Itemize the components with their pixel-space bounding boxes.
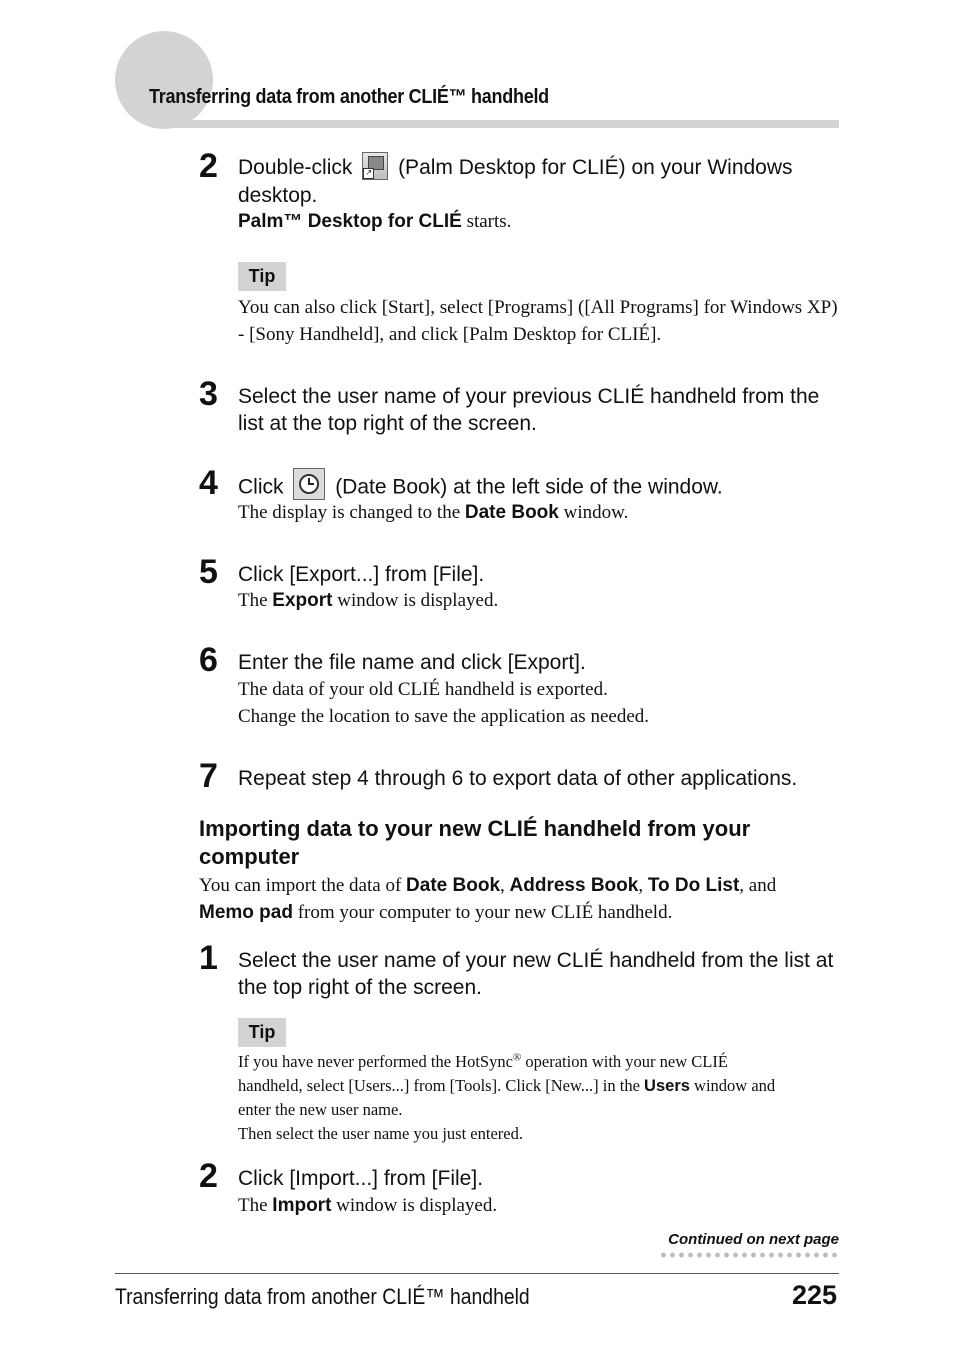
step-text: (Palm Desktop for CLIÉ) on your Windows desktop. xyxy=(238,156,793,208)
result-text: The display is changed to the xyxy=(238,502,465,523)
result-text: window. xyxy=(558,502,629,523)
intro-text: from your computer to your new CLIÉ handheld. xyxy=(292,902,673,923)
continued-note: Continued on next page xyxy=(668,1231,839,1248)
palm-desktop-icon: ↗ xyxy=(362,152,388,180)
tip-line: handheld, select [Users...] from [Tools]. Click [New...] in the xyxy=(238,1076,645,1095)
bold-term: Date Book xyxy=(406,875,501,896)
step-instruction: Click [Import...] from [File]. xyxy=(238,1167,484,1190)
tip-label: Tip xyxy=(238,1018,286,1047)
bold-term: Date Book xyxy=(464,502,559,523)
separator: , xyxy=(638,875,648,896)
tip-line: Then select the user name you just entered. xyxy=(238,1124,523,1143)
tip-line: operation with your new CLIÉ xyxy=(521,1052,728,1071)
tip-line: If you have never performed the HotSync xyxy=(238,1052,513,1071)
bold-term: Export xyxy=(272,590,333,611)
separator: , xyxy=(500,875,510,896)
step-text: Double-click xyxy=(238,156,353,179)
step-number: 4 xyxy=(199,464,218,502)
result-text: The xyxy=(238,1195,273,1216)
tip-text xyxy=(238,1050,838,1146)
result-text: starts. xyxy=(461,211,512,232)
result-text: window is displayed. xyxy=(332,590,499,611)
step-number: 5 xyxy=(199,553,218,591)
section-heading: Importing data to your new CLIÉ handheld from your computer xyxy=(199,816,751,869)
result-text: The xyxy=(238,590,273,611)
date-book-icon xyxy=(293,468,325,500)
step-number: 2 xyxy=(199,147,218,185)
bold-term: Address Book xyxy=(509,875,639,896)
bold-term: To Do List xyxy=(647,875,740,896)
step-number: 3 xyxy=(199,375,218,413)
tip-label: Tip xyxy=(238,262,286,291)
footer-rule xyxy=(115,1273,839,1274)
step-result: Change the location to save the application as needed. xyxy=(238,706,649,727)
step-instruction: Select the user name of your previous CLIÉ handheld from the list at the top right of the screen. xyxy=(238,385,820,435)
step-number: 1 xyxy=(199,939,218,977)
bold-term: Import xyxy=(272,1195,332,1216)
result-text: window is displayed. xyxy=(331,1195,498,1216)
step-instruction: Select the user name of your new CLIÉ handheld from the list at the top right of the screen. xyxy=(238,949,834,999)
step-instruction: Click [Export...] from [File]. xyxy=(238,563,485,586)
separator: , and xyxy=(739,875,777,896)
bold-term: Users xyxy=(644,1077,690,1095)
step-text: Click xyxy=(238,475,284,499)
step-text: (Date Book) at the left side of the window. xyxy=(335,475,723,499)
page-header-title: Transferring data from another CLIÉ™ handheld xyxy=(149,86,549,108)
tip-line: enter the new user name. xyxy=(238,1100,403,1119)
bold-term: Memo pad xyxy=(199,902,293,923)
step-result xyxy=(238,208,838,235)
step-number: 2 xyxy=(199,1157,218,1195)
bold-term: Palm™ Desktop for CLIÉ xyxy=(238,211,462,232)
footer-title: Transferring data from another CLIÉ™ handheld xyxy=(115,1284,530,1309)
dotted-divider xyxy=(659,1252,839,1258)
step-instruction: Enter the file name and click [Export]. xyxy=(238,651,586,674)
intro-text: You can import the data of xyxy=(199,875,407,896)
step-result xyxy=(238,499,838,526)
header-rule xyxy=(172,120,839,128)
tip-text: You can also click [Start], select [Programs] ([All Programs] for Windows XP) - [Sony Handheld], and click [Palm Desktop for CLIÉ]. xyxy=(238,297,838,345)
step-result: The data of your old CLIÉ handheld is exported. xyxy=(238,679,608,700)
step-number: 6 xyxy=(199,641,218,679)
header-decoration-circle xyxy=(115,31,213,129)
step-instruction xyxy=(238,154,838,209)
tip-line: window and xyxy=(689,1076,776,1095)
registered-mark: ® xyxy=(512,1051,522,1064)
section-intro xyxy=(199,872,839,926)
step-instruction: Repeat step 4 through 6 to export data of other applications. xyxy=(238,767,798,790)
step-result xyxy=(238,587,838,614)
step-number: 7 xyxy=(199,757,218,795)
page-number: 225 xyxy=(791,1280,837,1310)
step-result xyxy=(238,1192,838,1219)
